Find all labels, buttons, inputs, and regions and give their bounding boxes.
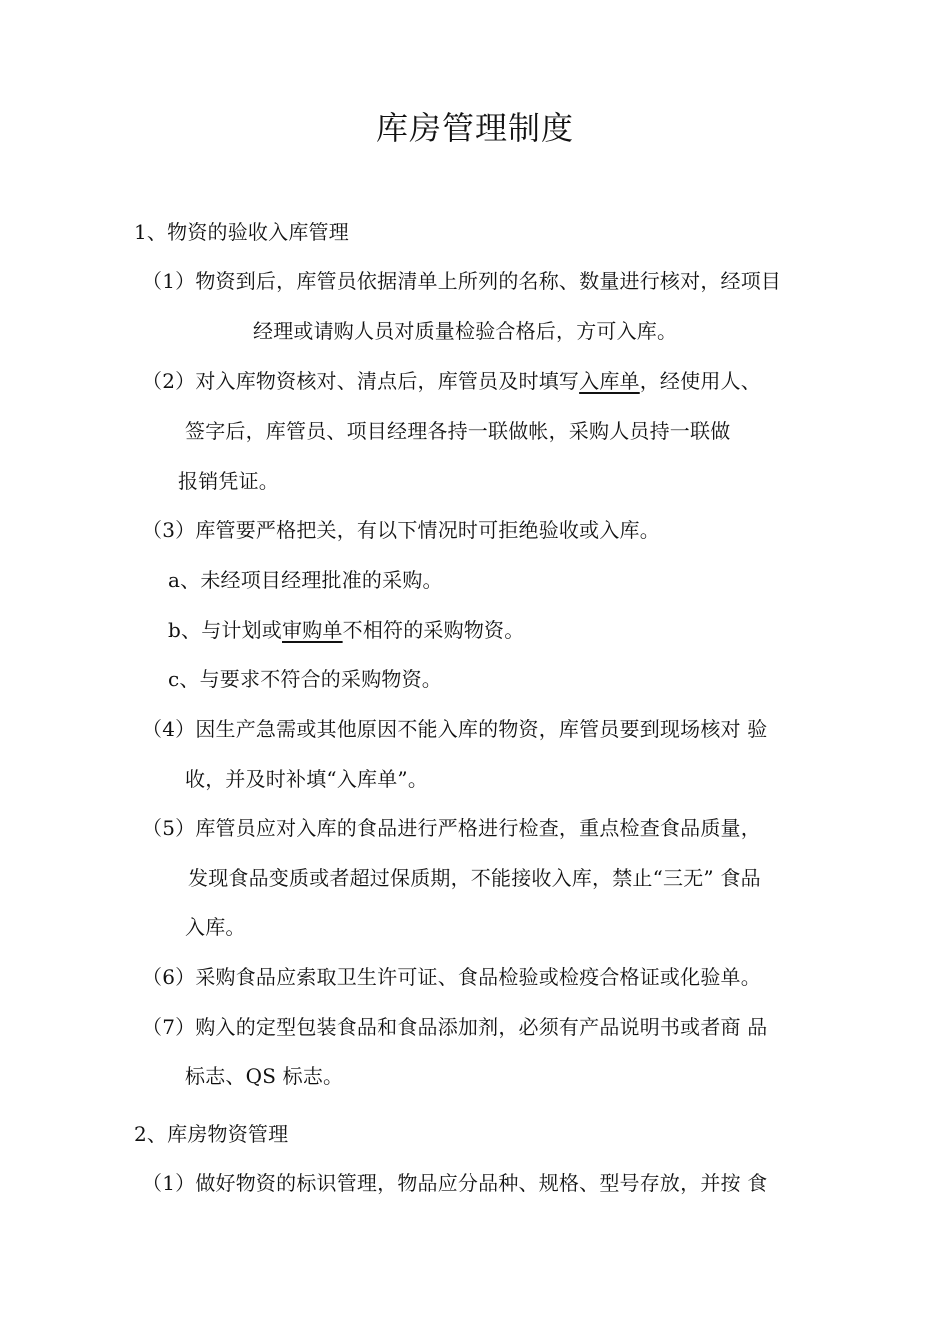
item-2-line-3: 报销凭证。 <box>178 469 279 493</box>
item-1-line-2: 经理或请购人员对质量检验合格后，方可入库。 <box>253 319 678 343</box>
item-2-text-before: （2）对入库物资核对、清点后，库管员及时填写 <box>142 369 580 393</box>
item-7-line-1: （7）购入的定型包装食品和食品添加剂，必须有产品说明书或者商 品 <box>142 1015 768 1039</box>
item-4-line-2: 收，并及时补填“入库单”。 <box>185 767 429 791</box>
entry-form-link: 入库单 <box>579 369 640 393</box>
item-2-line-1 <box>142 367 761 395</box>
item-4-line-1: （4）因生产急需或其他原因不能入库的物资，库管员要到现场核对 验 <box>142 717 768 741</box>
document-title: 库房管理制度 <box>375 109 574 147</box>
section-2-item-1-line-1: （1）做好物资的标识管理，物品应分品种、规格、型号存放，并按 食 <box>142 1171 768 1195</box>
item-5-line-2: 发现食品变质或者超过保质期，不能接收入库，禁止“三无” 食品 <box>188 866 761 890</box>
item-6-line-1: （6）采购食品应索取卫生许可证、食品检验或检疫合格证或化验单。 <box>142 965 761 989</box>
item-2-text-after: ，经使用人、 <box>639 369 761 393</box>
section-2-heading: 2、库房物资管理 <box>134 1122 289 1146</box>
item-3-sub-c: c、与要求不符合的采购物资。 <box>168 667 443 691</box>
item-3-line-1: （3）库管要严格把关，有以下情况时可拒绝验收或入库。 <box>142 518 660 542</box>
item-5-line-1: （5）库管员应对入库的食品进行严格进行检查，重点检查食品质量， <box>142 816 761 840</box>
item-3-sub-a: a、未经项目经理批准的采购。 <box>168 568 443 592</box>
item-5-line-3: 入库。 <box>185 915 246 939</box>
section-1-heading: 1、物资的验收入库管理 <box>134 220 349 244</box>
item-2-line-2: 签字后，库管员、项目经理各持一联做帐，采购人员持一联做 <box>185 419 731 443</box>
purchase-form-link: 审购单 <box>282 618 343 642</box>
item-3-sub-b <box>168 616 524 644</box>
item-3b-text-after: 不相符的采购物资。 <box>342 618 525 642</box>
item-7-line-2: 标志、QS 标志。 <box>185 1064 344 1088</box>
item-1-line-1: （1）物资到后，库管员依据清单上所列的名称、数量进行核对，经项目 <box>142 269 782 293</box>
item-3b-text-before: b、与计划或 <box>168 618 283 642</box>
